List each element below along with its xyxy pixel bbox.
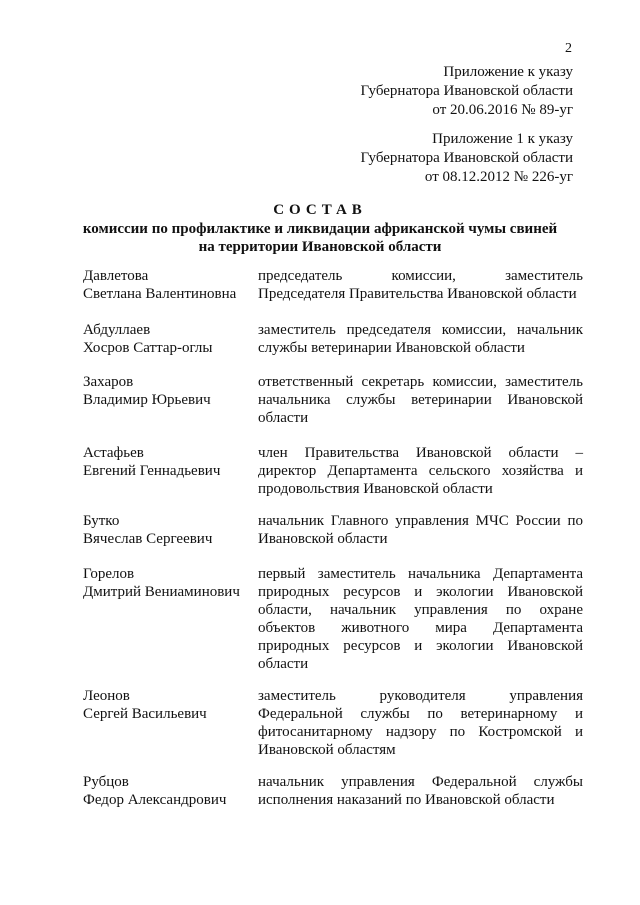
member-given-names: Светлана Валентиновна xyxy=(83,286,237,302)
title-line1: комиссии по профилактике и ликвидации африканской чумы свиней xyxy=(82,221,558,237)
appendix-current-line1: Приложение к указу xyxy=(443,64,573,80)
member-row xyxy=(83,687,583,773)
member-name xyxy=(83,321,258,357)
member-given-names: Дмитрий Вениаминович xyxy=(83,584,240,600)
member-given-names: Евгений Геннадьевич xyxy=(83,463,221,479)
member-position: ответственный секретарь комиссии, заместитель начальника службы ветеринарии Ивановской области xyxy=(258,374,583,426)
member-row xyxy=(83,267,583,321)
member-position: заместитель руководителя управления Федеральной службы по ветеринарному и фитосанитарному надзору по Костромской и Ивановской областям xyxy=(258,688,583,758)
members-list xyxy=(83,267,583,813)
member-position: член Правительства Ивановской области – директор Департамента сельского хозяйства и продовольствия Ивановской области xyxy=(258,445,583,497)
page-number: 2 xyxy=(565,41,572,56)
member-surname: Давлетова xyxy=(83,268,149,284)
member-position: заместитель председателя комиссии, начальник службы ветеринарии Ивановской области xyxy=(258,322,583,356)
member-row xyxy=(83,565,583,687)
member-row xyxy=(83,773,583,813)
appendix-original-line3: от 08.12.2012 № 226-уг xyxy=(424,169,573,185)
member-name xyxy=(83,687,258,723)
member-row xyxy=(83,373,583,444)
member-name xyxy=(83,773,258,809)
member-given-names: Вячеслав Сергеевич xyxy=(83,531,213,547)
member-name xyxy=(83,267,258,303)
member-row xyxy=(83,444,583,512)
member-name xyxy=(83,512,258,548)
member-name xyxy=(83,565,258,601)
member-surname: Астафьев xyxy=(83,445,144,461)
member-given-names: Сергей Васильевич xyxy=(83,706,207,722)
member-position: начальник Главного управления МЧС России по Ивановской области xyxy=(258,513,583,547)
document-title xyxy=(70,201,570,256)
member-row xyxy=(83,321,583,373)
member-name xyxy=(83,373,258,409)
member-given-names: Владимир Юрьевич xyxy=(83,392,211,408)
member-position: председатель комиссии, заместитель Председателя Правительства Ивановской области xyxy=(258,268,583,302)
member-surname: Захаров xyxy=(83,374,134,390)
appendix-original-block xyxy=(360,130,573,187)
member-surname: Леонов xyxy=(83,688,130,704)
title-main: СОСТАВ xyxy=(273,202,367,218)
member-name xyxy=(83,444,258,480)
member-surname: Горелов xyxy=(83,566,135,582)
appendix-original-line1: Приложение 1 к указу xyxy=(432,131,573,147)
member-given-names: Федор Александрович xyxy=(83,792,227,808)
member-surname: Абдуллаев xyxy=(83,322,151,338)
appendix-current-block xyxy=(360,63,573,120)
member-position: начальник управления Федеральной службы исполнения наказаний по Ивановской области xyxy=(258,774,583,808)
title-line2: на территории Ивановской области xyxy=(198,239,442,255)
appendix-current-line2: Губернатора Ивановской области xyxy=(360,83,573,99)
member-surname: Рубцов xyxy=(83,774,129,790)
member-surname: Бутко xyxy=(83,513,120,529)
appendix-original-line2: Губернатора Ивановской области xyxy=(360,150,573,166)
member-given-names: Хосров Саттар-оглы xyxy=(83,340,213,356)
member-position: первый заместитель начальника Департамента природных ресурсов и экологии Ивановской области, начальник управления по охране объектов животного мира Департамента природных ресурсов и экологии Ивановской области xyxy=(258,566,583,672)
appendix-current-line3: от 20.06.2016 № 89-уг xyxy=(432,102,573,118)
member-row xyxy=(83,512,583,565)
